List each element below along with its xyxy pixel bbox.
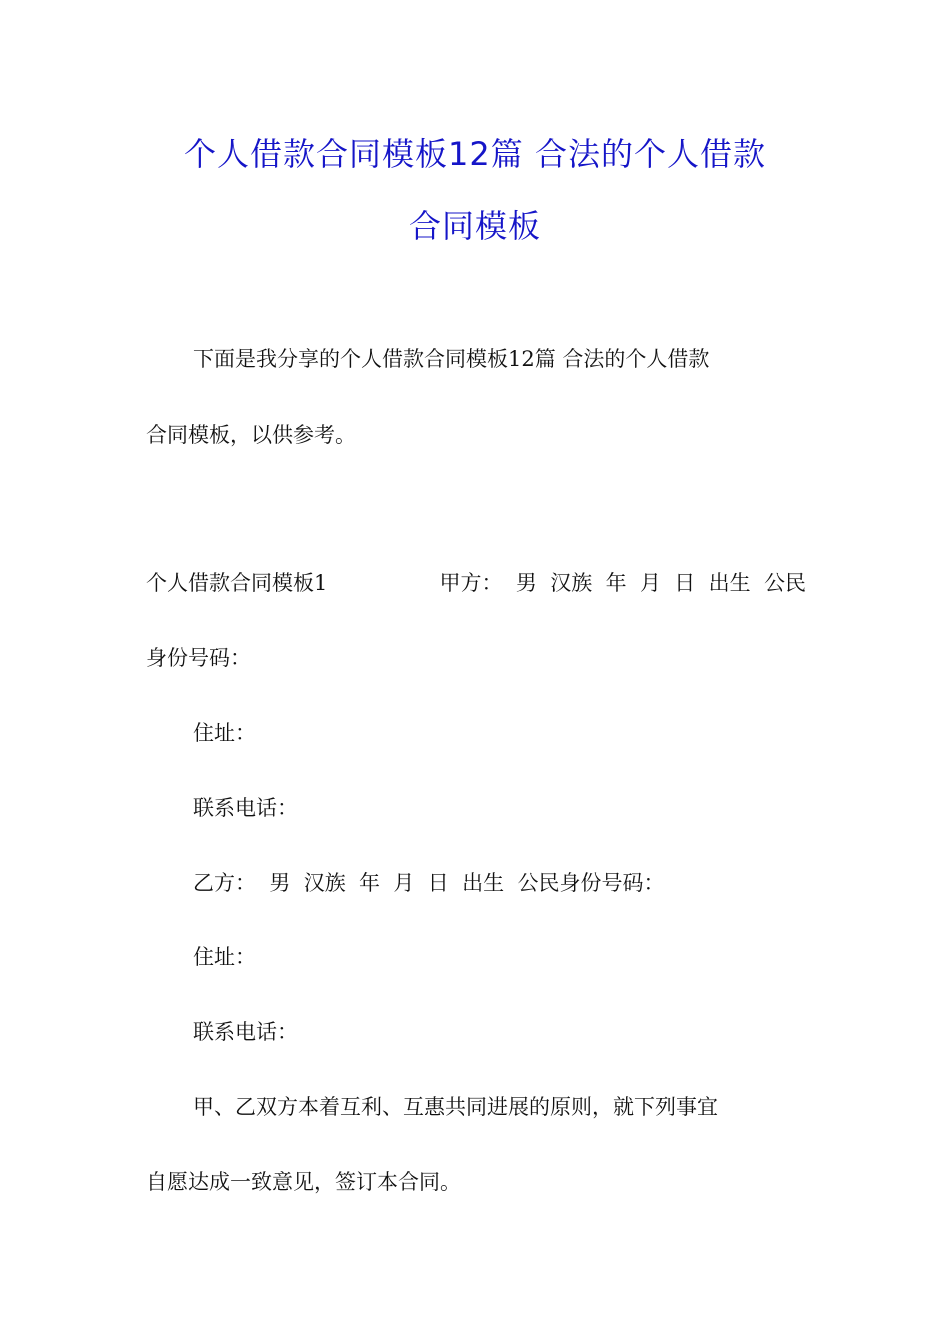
party-a-details: 甲方： 男 汉族 年 月 日 出生 公民 bbox=[439, 571, 806, 595]
party-a-phone: 联系电话： bbox=[193, 796, 298, 820]
intro-text-1: 下面是我分享的个人借款合同模板12篇 合法的个人借款 bbox=[193, 347, 710, 371]
party-b-line: 乙方： 男 汉族 年 月 日 出生 公民身份号码： bbox=[193, 871, 665, 895]
party-b-address: 住址： bbox=[193, 945, 256, 969]
intro-paragraph-line-1 bbox=[193, 344, 806, 374]
document-title-line-1: 个人借款合同模板12篇 合法的个人借款 bbox=[184, 135, 766, 173]
template-1-line-2: 身份号码： bbox=[146, 646, 251, 670]
agreement-line-2: 自愿达成一致意见，签订本合同。 bbox=[146, 1170, 461, 1194]
party-a-address: 住址： bbox=[193, 721, 256, 745]
party-b-phone: 联系电话： bbox=[193, 1020, 298, 1044]
template-1-heading: 个人借款合同模板1 bbox=[146, 571, 328, 595]
intro-paragraph-line-2: 合同模板，以供参考。 bbox=[146, 423, 356, 447]
template-1-line-1 bbox=[146, 568, 806, 598]
agreement-line-1: 甲、乙双方本着互利、互惠共同进展的原则，就下列事宜 bbox=[193, 1095, 718, 1119]
document-title-line-2: 合同模板 bbox=[408, 207, 541, 245]
